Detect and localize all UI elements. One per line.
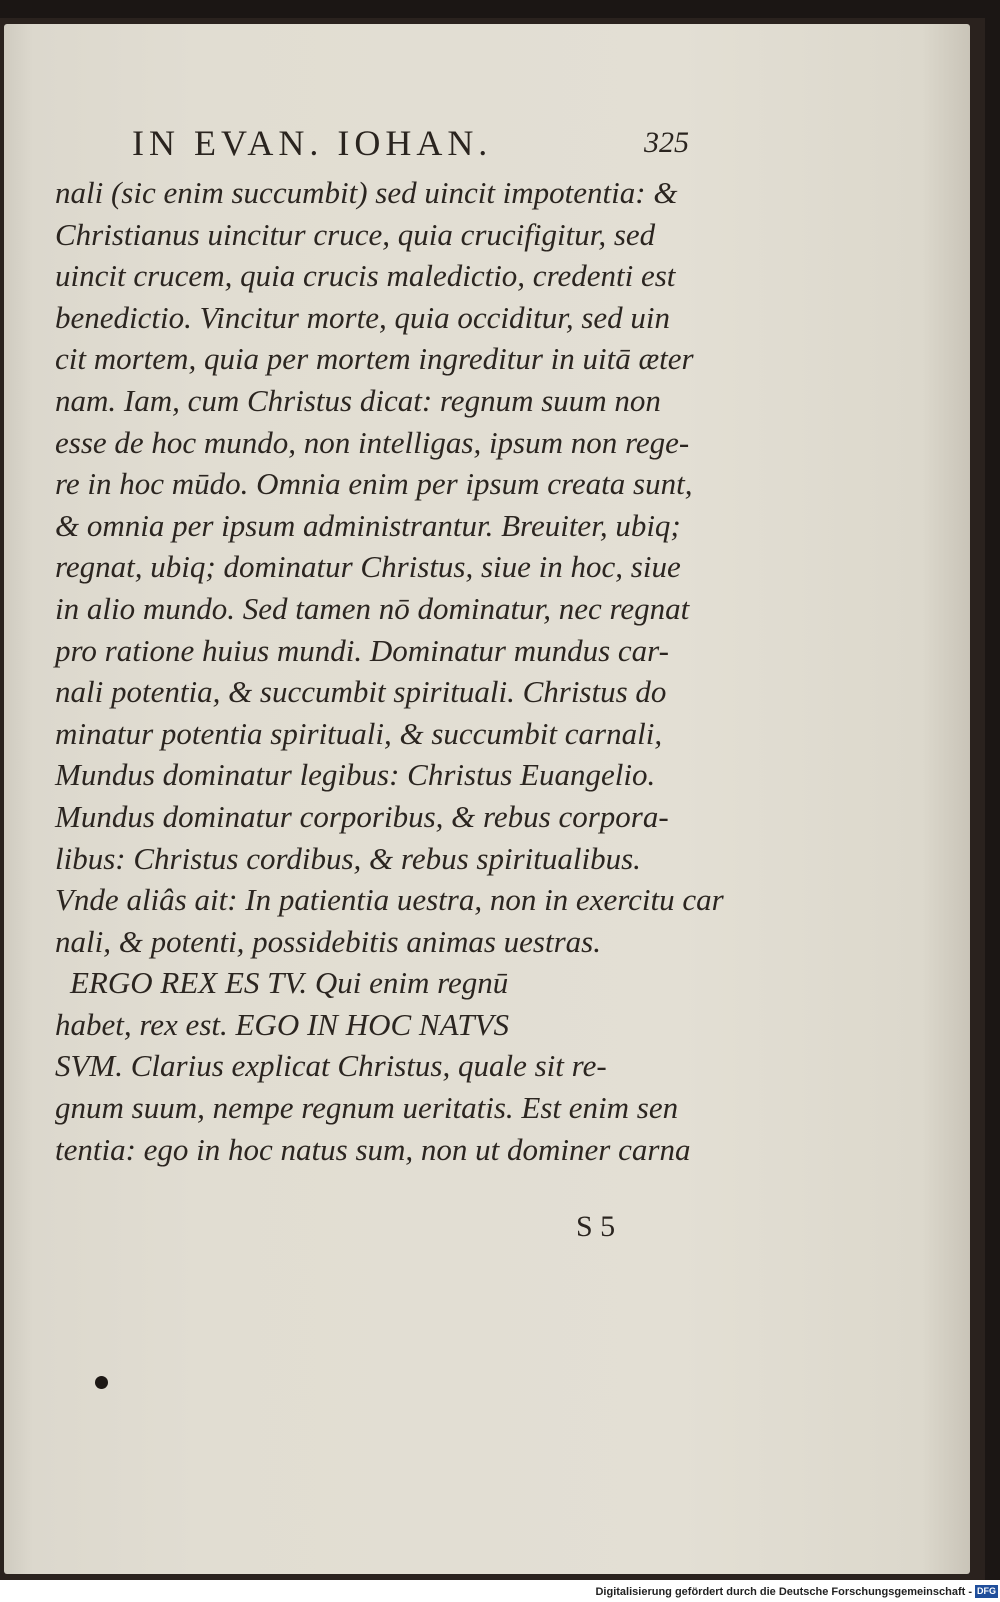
text-line: nali, & potenti, possidebitis animas uestras. [55, 923, 601, 959]
text-line: benedictio. Vincitur morte, quia occiditur, sed uin [55, 299, 671, 335]
text-line: nam. Iam, cum Christus dicat: regnum suum non [55, 382, 661, 418]
text-line: re in hoc mūdo. Omnia enim per ipsum creata sunt, [55, 466, 693, 502]
text-line: uincit crucem, quia crucis maledictio, credenti est [55, 258, 676, 294]
text-line: cit mortem, quia per mortem ingreditur in uitā æter [55, 341, 694, 377]
text-line: esse de hoc mundo, non intelligas, ipsum non rege- [55, 424, 690, 460]
text-line: libus: Christus cordibus, & rebus spiritualibus. [55, 840, 641, 876]
signature-mark: S 5 [576, 1210, 616, 1243]
text-line: Christianus uincitur cruce, quia crucifigitur, sed [55, 216, 656, 252]
text-line: nali potentia, & succumbit spirituali. Christus do [55, 674, 667, 710]
text-line: Vnde aliâs ait: In patientia uestra, non in exercitu car [55, 882, 724, 918]
text-line: habet, rex est. EGO IN HOC NATVS [55, 1006, 510, 1042]
text-line: pro ratione huius mundi. Dominatur mundus car- [55, 632, 669, 668]
body-text [55, 172, 724, 1170]
text-line: Mundus dominatur legibus: Christus Euangelio. [55, 757, 656, 793]
text-line: Mundus dominatur corporibus, & rebus corpora- [55, 798, 669, 834]
text-line: SVM. Clarius explicat Christus, quale sit re- [55, 1048, 607, 1084]
running-title: IN EVAN. IOHAN. [132, 123, 493, 163]
text-line: minatur potentia spirituali, & succumbit carnali, [55, 715, 663, 751]
page-number: 325 [644, 126, 689, 159]
text-line: tentia: ego in hoc natus sum, non ut dominer carna [55, 1131, 691, 1167]
text-line: regnat, ubiq; dominatur Christus, siue in hoc, siue [55, 549, 681, 585]
text-line: nali (sic enim succumbit) sed uincit impotentia: & [55, 175, 678, 210]
dfg-logo: DFG [977, 1586, 996, 1596]
ink-spot [95, 1376, 108, 1389]
text-line: gnum suum, nempe regnum ueritatis. Est enim sen [55, 1090, 679, 1126]
funding-credit: Digitalisierung gefördert durch die Deutsche Forschungsgemeinschaft - [595, 1586, 972, 1598]
text-line: in alio mundo. Sed tamen nō dominatur, nec regnat [55, 590, 690, 626]
footer-bar [0, 1580, 1000, 1602]
text-line: & omnia per ipsum administrantur. Breuiter, ubiq; [55, 507, 681, 543]
text-line: ERGO REX ES TV. Qui enim regnū [70, 965, 509, 1001]
